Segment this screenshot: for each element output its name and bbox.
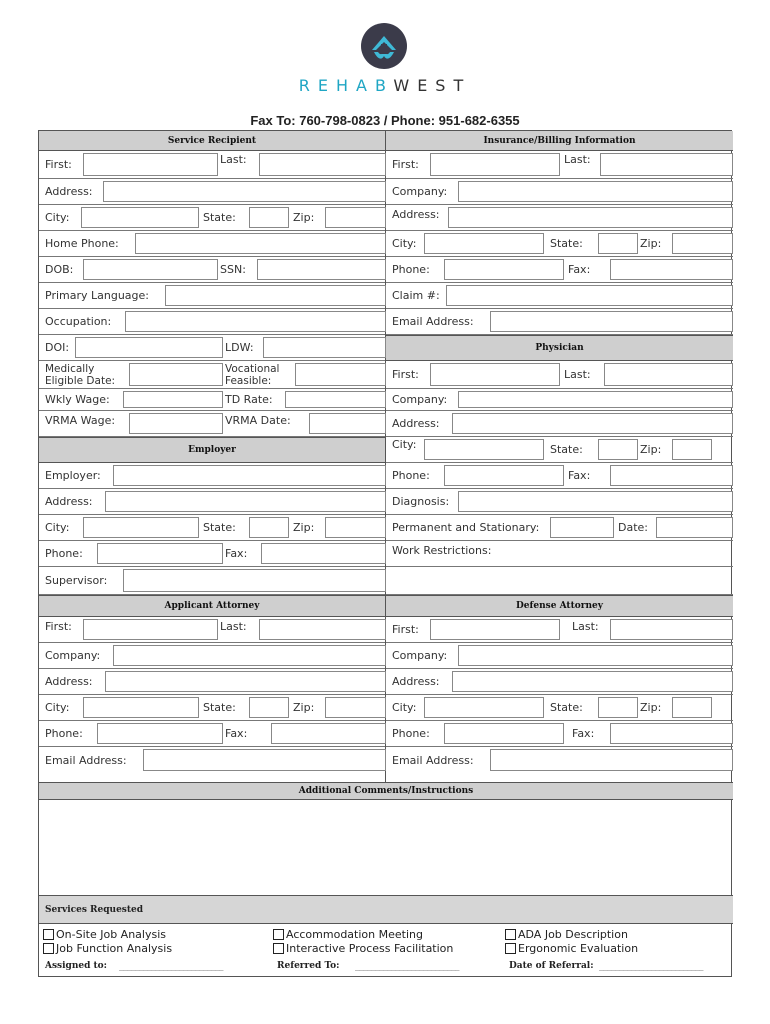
label-vrma-wage: VRMA Wage: (45, 414, 116, 427)
ins-name-row (386, 151, 733, 179)
label-state: State: (203, 211, 236, 224)
label-wkly-wage: Wkly Wage: (45, 393, 110, 406)
sr-state-field[interactable] (249, 207, 289, 228)
service-interactive-label: Interactive Process Facilitation (286, 942, 454, 955)
assigned-to-field[interactable]: __________________________ (119, 961, 223, 971)
label-phone: Phone: (392, 727, 430, 740)
sr-home-phone-field[interactable] (135, 233, 386, 254)
checkbox-ada[interactable] (505, 929, 516, 940)
label-last: Last: (572, 620, 599, 633)
ins-claim-row (386, 283, 733, 309)
label-city: City: (45, 211, 70, 224)
physician-header: Physician (386, 335, 733, 361)
ins-zip-field[interactable] (672, 233, 733, 254)
sr-vrma-date-field[interactable] (309, 413, 386, 434)
label-vrma-date: VRMA Date: (225, 414, 291, 427)
sr-td-rate-field[interactable] (285, 391, 386, 408)
services-header: Services Requested (39, 896, 733, 924)
label-fax: Fax: (225, 547, 248, 560)
sr-medically-row (39, 361, 385, 389)
ins-first-field[interactable] (430, 153, 560, 176)
label-address: Address: (45, 185, 93, 198)
label-phone: Phone: (45, 547, 83, 560)
label-primary-language: Primary Language: (45, 289, 149, 302)
emp-address-field[interactable] (105, 491, 386, 512)
label-address: Address: (392, 675, 440, 688)
label-city: City: (392, 438, 417, 451)
service-onsite[interactable] (43, 928, 166, 941)
phy-first-field[interactable] (430, 363, 560, 386)
checkbox-ergonomic[interactable] (505, 943, 516, 954)
sr-last-field[interactable] (259, 153, 386, 176)
sr-occupation-field[interactable] (125, 311, 386, 332)
date-of-referral-label: Date of Referral: (509, 961, 594, 971)
label-supervisor: Supervisor: (45, 574, 108, 587)
date-of-referral-field[interactable]: __________________________ (599, 961, 703, 971)
applicant-attorney-header: Applicant Attorney (39, 595, 385, 617)
ins-state-field[interactable] (598, 233, 638, 254)
service-ada-label: ADA Job Description (518, 928, 628, 941)
aa-phone-field[interactable] (97, 723, 223, 744)
sr-language-field[interactable] (165, 285, 386, 306)
label-dob: DOB: (45, 263, 74, 276)
sr-medically-field[interactable] (129, 363, 223, 386)
sr-name-row (39, 151, 385, 179)
label-zip: Zip: (640, 443, 662, 456)
label-ssn: SSN: (220, 263, 246, 276)
service-interactive[interactable] (273, 942, 453, 955)
phy-permanent-field[interactable] (550, 517, 614, 538)
checkbox-onsite[interactable] (43, 929, 54, 940)
label-company: Company: (392, 185, 448, 198)
referred-to-label: Referred To: (277, 961, 340, 971)
label-ldw: LDW: (225, 341, 254, 354)
left-column (39, 131, 386, 782)
label-first: First: (392, 158, 419, 171)
sr-dob-field[interactable] (83, 259, 218, 280)
phy-state-field[interactable] (598, 439, 638, 460)
da-last-field[interactable] (610, 619, 733, 640)
sr-doi-field[interactable] (75, 337, 223, 358)
emp-employer-field[interactable] (113, 465, 386, 486)
label-medically-eligible: Medically Eligible Date: (45, 363, 116, 387)
service-accommodation[interactable] (273, 928, 423, 941)
comments-header: Additional Comments/Instructions (39, 782, 733, 800)
label-employer: Employer: (45, 469, 101, 482)
label-zip: Zip: (293, 211, 315, 224)
sr-ldw-field[interactable] (263, 337, 386, 358)
sr-address-row (39, 179, 385, 205)
ins-fax-field[interactable] (610, 259, 733, 280)
da-city-row (386, 695, 733, 721)
label-zip: Zip: (293, 701, 315, 714)
label-address: Address: (45, 675, 93, 688)
ins-last-field[interactable] (600, 153, 733, 176)
aa-company-field[interactable] (113, 645, 386, 666)
da-email-row (386, 747, 733, 773)
ins-email-field[interactable] (490, 311, 733, 332)
checkbox-accommodation[interactable] (273, 929, 284, 940)
phy-date-field[interactable] (656, 517, 733, 538)
label-date: Date: (618, 521, 648, 534)
employer-header: Employer (39, 437, 385, 463)
service-ergonomic-label: Ergonomic Evaluation (518, 942, 639, 955)
sr-vocational-field[interactable] (295, 363, 386, 386)
ins-address-field[interactable] (448, 207, 733, 228)
label-address: Address: (392, 208, 440, 221)
sr-ssn-field[interactable] (257, 259, 386, 280)
sr-dob-row (39, 257, 385, 283)
checkbox-interactive[interactable] (273, 943, 284, 954)
label-last: Last: (564, 153, 591, 166)
service-ada[interactable] (505, 928, 628, 941)
sr-city-row (39, 205, 385, 231)
label-state: State: (550, 237, 583, 250)
label-first: First: (392, 368, 419, 381)
aa-address-field[interactable] (105, 671, 386, 692)
aa-zip-field[interactable] (325, 697, 386, 718)
aa-last-field[interactable] (259, 619, 386, 640)
sr-city-field[interactable] (81, 207, 199, 228)
label-email: Email Address: (392, 753, 474, 767)
fax-phone-line: Fax To: 760-798-0823 / Phone: 951-682-6355 (250, 113, 520, 128)
emp-phone-field[interactable] (97, 543, 223, 564)
aa-name-row (39, 617, 385, 643)
emp-fax-field[interactable] (261, 543, 386, 564)
label-last: Last: (220, 620, 247, 633)
da-name-row (386, 617, 733, 643)
phy-company-field[interactable] (458, 391, 733, 408)
da-state-field[interactable] (598, 697, 638, 718)
label-city: City: (392, 701, 417, 714)
phy-phone-field[interactable] (444, 465, 564, 486)
emp-phone-row (39, 541, 385, 567)
label-home-phone: Home Phone: (45, 237, 119, 250)
label-first: First: (45, 620, 72, 633)
label-zip: Zip: (640, 237, 662, 250)
label-permanent: Permanent and Stationary: (392, 521, 540, 534)
label-email: Email Address: (45, 753, 127, 767)
da-phone-field[interactable] (444, 723, 564, 744)
label-last: Last: (220, 153, 247, 166)
service-ergonomic[interactable] (505, 942, 638, 955)
emp-state-field[interactable] (249, 517, 289, 538)
sr-address-field[interactable] (103, 181, 386, 202)
assignment-line (39, 961, 733, 973)
da-phone-row (386, 721, 733, 747)
label-city: City: (45, 701, 70, 714)
ins-phone-field[interactable] (444, 259, 564, 280)
label-city: City: (45, 521, 70, 534)
label-company: Company: (392, 393, 448, 406)
ins-city-row (386, 231, 733, 257)
phy-fax-field[interactable] (610, 465, 733, 486)
emp-city-field[interactable] (83, 517, 199, 538)
phy-name-row (386, 361, 733, 389)
label-doi: DOI: (45, 341, 70, 354)
phy-address-field[interactable] (452, 413, 733, 434)
label-work-restrictions: Work Restrictions: (392, 544, 492, 557)
label-phone: Phone: (392, 469, 430, 482)
aa-city-field[interactable] (83, 697, 199, 718)
phy-phone-row (386, 463, 733, 489)
label-td-rate: TD Rate: (225, 393, 273, 406)
label-phone: Phone: (45, 727, 83, 740)
sr-wage-row (39, 389, 385, 411)
service-recipient-header: Service Recipient (39, 131, 385, 151)
sr-doi-row (39, 335, 385, 361)
da-zip-field[interactable] (672, 697, 712, 718)
comments-textarea[interactable] (39, 800, 733, 896)
service-accommodation-label: Accommodation Meeting (286, 928, 423, 941)
label-last: Last: (564, 368, 591, 381)
label-email: Email Address: (392, 315, 474, 328)
phy-address-row (386, 411, 733, 437)
phy-diagnosis-row (386, 489, 733, 515)
phy-work-restrictions-row (386, 541, 733, 567)
aa-address-row (39, 669, 385, 695)
label-occupation: Occupation: (45, 315, 112, 328)
da-city-field[interactable] (424, 697, 544, 718)
emp-address-row (39, 489, 385, 515)
label-zip: Zip: (293, 521, 315, 534)
label-first: First: (392, 623, 419, 636)
da-fax-field[interactable] (610, 723, 733, 744)
phy-city-row (386, 437, 733, 463)
label-address: Address: (392, 417, 440, 430)
phy-work-restrictions-continued[interactable] (386, 567, 733, 595)
checkbox-job-function[interactable] (43, 943, 54, 954)
label-state: State: (550, 443, 583, 456)
sr-language-row (39, 283, 385, 309)
da-email-field[interactable] (490, 749, 733, 771)
emp-zip-field[interactable] (325, 517, 386, 538)
aa-city-row (39, 695, 385, 721)
referral-form (38, 130, 732, 977)
brand-wordmark: REHABWEST (298, 76, 472, 95)
aa-phone-row (39, 721, 385, 747)
right-column (386, 131, 733, 782)
phy-company-row (386, 389, 733, 411)
service-job-function[interactable] (43, 942, 172, 955)
phy-diagnosis-field[interactable] (458, 491, 733, 512)
aa-company-row (39, 643, 385, 669)
aa-first-field[interactable] (83, 619, 218, 640)
defense-attorney-header: Defense Attorney (386, 595, 733, 617)
sr-vrma-wage-field[interactable] (129, 413, 223, 434)
label-claim: Claim #: (392, 289, 440, 302)
label-city: City: (392, 237, 417, 250)
label-first: First: (45, 158, 72, 171)
sr-home-phone-row (39, 231, 385, 257)
ins-phone-row (386, 257, 733, 283)
ins-company-row (386, 179, 733, 205)
label-state: State: (203, 701, 236, 714)
phy-zip-field[interactable] (672, 439, 712, 460)
referred-to-field[interactable]: __________________________ (355, 961, 459, 971)
da-address-row (386, 669, 733, 695)
da-first-field[interactable] (430, 619, 560, 640)
emp-supervisor-row (39, 567, 385, 595)
da-company-row (386, 643, 733, 669)
emp-employer-row (39, 463, 385, 489)
aa-email-field[interactable] (143, 749, 386, 771)
label-vocational-feasible: Vocational Feasible: (225, 363, 280, 387)
label-state: State: (203, 521, 236, 534)
label-address: Address: (45, 495, 93, 508)
ins-address-row (386, 205, 733, 231)
label-company: Company: (392, 649, 448, 662)
sr-first-field[interactable] (83, 153, 218, 176)
label-company: Company: (45, 649, 101, 662)
label-fax: Fax: (572, 727, 595, 740)
ins-claim-field[interactable] (446, 285, 733, 306)
label-state: State: (550, 701, 583, 714)
ins-company-field[interactable] (458, 181, 733, 202)
label-fax: Fax: (568, 263, 591, 276)
label-diagnosis: Diagnosis: (392, 495, 450, 508)
emp-supervisor-field[interactable] (123, 569, 386, 592)
ins-email-row (386, 309, 733, 335)
sr-vrma-row (39, 411, 385, 437)
aa-state-field[interactable] (249, 697, 289, 718)
aa-email-row (39, 747, 385, 773)
rehabwest-logo-icon (360, 22, 408, 70)
da-address-field[interactable] (452, 671, 733, 692)
phy-city-field[interactable] (424, 439, 544, 460)
service-job-function-label: Job Function Analysis (56, 942, 173, 955)
comments-section (39, 782, 733, 960)
sr-zip-field[interactable] (325, 207, 386, 228)
da-company-field[interactable] (458, 645, 733, 666)
sr-wkly-wage-field[interactable] (123, 391, 223, 408)
ins-city-field[interactable] (424, 233, 544, 254)
emp-city-row (39, 515, 385, 541)
sr-occupation-row (39, 309, 385, 335)
insurance-header: Insurance/Billing Information (386, 131, 733, 151)
label-zip: Zip: (640, 701, 662, 714)
phy-permanent-row (386, 515, 733, 541)
phy-last-field[interactable] (604, 363, 733, 386)
aa-fax-field[interactable] (271, 723, 386, 744)
label-fax: Fax: (568, 469, 591, 482)
assigned-to-label: Assigned to: (45, 961, 108, 971)
label-phone: Phone: (392, 263, 430, 276)
services-checklist (39, 924, 733, 960)
service-onsite-label: On-Site Job Analysis (56, 928, 166, 941)
label-fax: Fax: (225, 727, 248, 740)
